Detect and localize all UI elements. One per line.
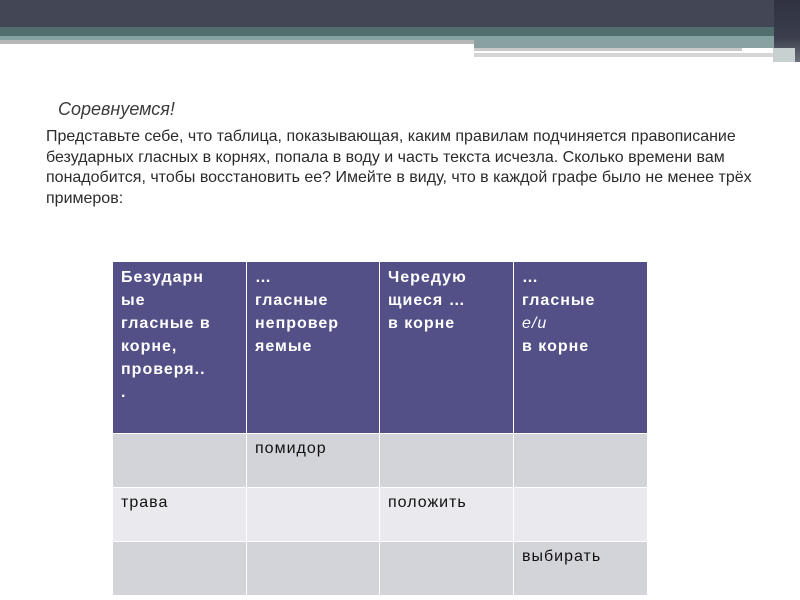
table-cell: помидор — [247, 434, 380, 488]
table-cell — [514, 488, 648, 542]
table-row — [113, 434, 648, 488]
header-gray-band — [0, 40, 474, 44]
header-cell-alternating-vowels: Чередую щиеся … в корне — [380, 262, 514, 434]
table-cell — [514, 434, 648, 488]
table-cell: положить — [380, 488, 514, 542]
table-cell — [247, 542, 380, 596]
table-row — [113, 488, 648, 542]
slide-intro-text: Представьте себе, что таблица, показывающая, каким правилам подчиняется правописание безударных гласных в корнях, попала в воду и часть текста исчезла. Сколько времени вам понадобится, чтобы восстановить ее? Имейте в виду, что в каждой графе было не менее трёх примеров: — [46, 128, 752, 207]
header-line-short — [474, 48, 742, 51]
rules-table — [112, 261, 648, 596]
table-row — [113, 542, 648, 596]
table-cell — [380, 542, 514, 596]
header-cell-unchecked-vowels: … гласные непровер яемые — [247, 262, 380, 434]
table-cell — [113, 434, 247, 488]
header-cell-e-i-vowels: … гласные е/и в корне — [514, 262, 648, 434]
header-accent-band — [474, 40, 800, 48]
table-cell — [380, 434, 514, 488]
table-cell: выбирать — [514, 542, 648, 596]
slide-heading: Соревнуемся! — [58, 99, 175, 119]
table-cell — [113, 542, 247, 596]
header-corner-block — [773, 48, 795, 62]
table-header-row — [113, 262, 648, 434]
table-cell — [247, 488, 380, 542]
table-cell: трава — [113, 488, 247, 542]
header-teal-band — [0, 27, 800, 36]
header-line-long — [474, 53, 774, 57]
header-cell-checked-vowels: Безударн ые гласные в корне, проверя.. . — [113, 262, 247, 434]
header-bar — [0, 0, 800, 27]
